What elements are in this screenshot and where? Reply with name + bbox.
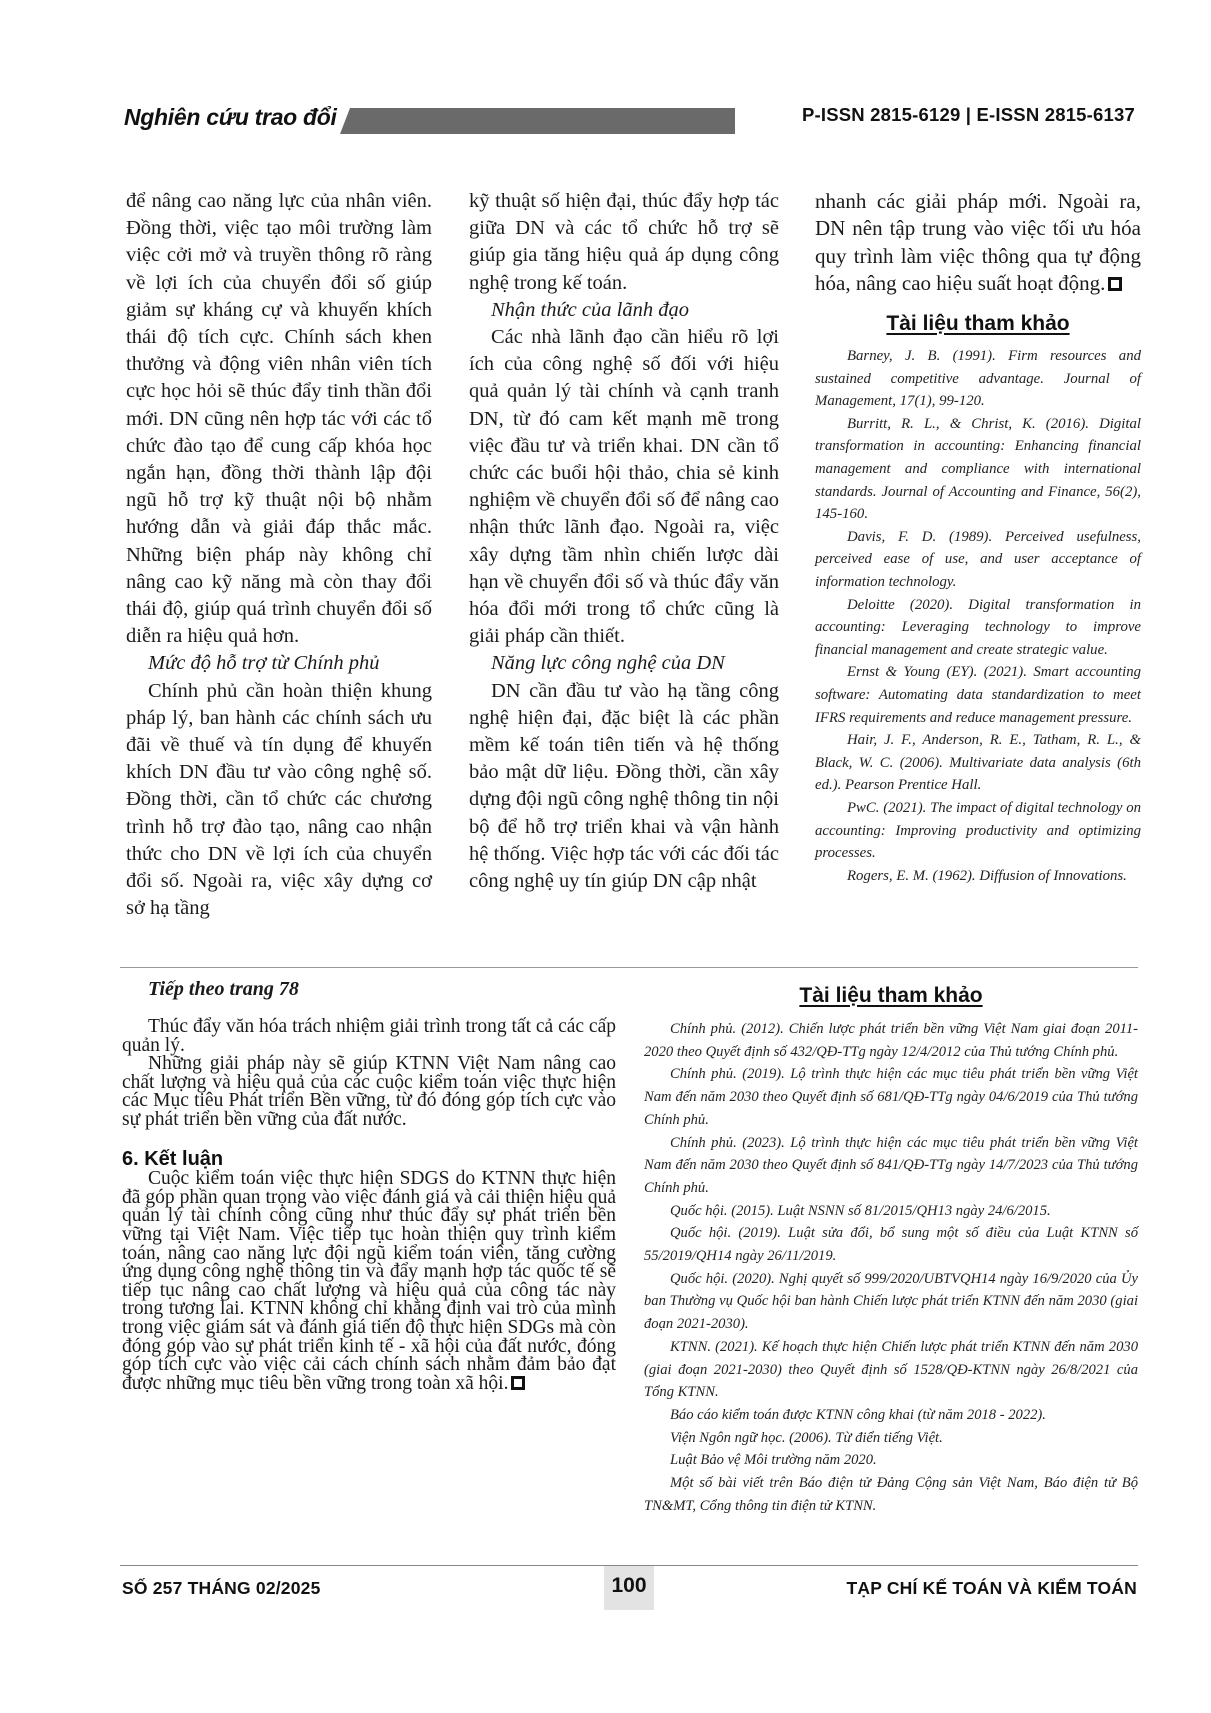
page-number: 100 [611, 1574, 647, 1597]
reference-item: Davis, F. D. (1989). Perceived usefulness, perceived ease of use, and user acceptance of information technology. [815, 528, 1141, 590]
end-of-article-icon [1108, 277, 1122, 291]
reference-item: Báo cáo kiểm toán được KTNN công khai (từ năm 2018 - 2022). [670, 1406, 1046, 1423]
section-title: Nghiên cứu trao đổi [124, 104, 337, 130]
paragraph: Thúc đẩy văn hóa trách nhiệm giải trình trong tất cả các cấp quản lý. [122, 1016, 616, 1056]
column-3 [815, 188, 1141, 887]
continued-references [644, 984, 1138, 1517]
reference-item: PwC. (2021). The impact of digital technology on accounting: Improving productivity and optimizing processes. [815, 799, 1141, 862]
paragraph: kỹ thuật số hiện đại, thúc đẩy hợp tác giữa DN và các tổ chức hỗ trợ sẽ giúp gia tăng hiệu quả áp dụng công nghệ trong kế toán. [469, 190, 779, 294]
paragraph-text: nhanh các giải pháp mới. Ngoài ra, DN nên tập trung vào việc tối ưu hóa quy trình làm việc thông qua tự động hóa, nâng cao hiệu suất hoạt động. [815, 189, 1141, 296]
subheading: Năng lực công nghệ của DN [491, 652, 725, 675]
reference-item: Deloitte (2020). Digital transformation in accounting: Leveraging technology to improve financial management and create strategic value. [815, 596, 1141, 658]
end-of-article-icon [511, 1376, 525, 1390]
paragraph-text: Cuộc kiểm toán việc thực hiện SDGS do KTNN thực hiện đã góp phần quan trọng vào việc đánh giá và cải thiện hiệu quả quản lý tài chính công cũng như thúc đẩy sự phát triển bền vững tại Việt Nam. Việc tiếp tục hoàn thiện quy trình kiểm toán, nâng cao năng lực đội ngũ kiểm toán viên, tăng cường ứng dụng công nghệ thông tin và đẩy mạnh hợp tác quốc tế sẽ tiếp tục nâng cao chất lượng và hiệu quả của công tác này trong tương lai. KTNN không chỉ khẳng định vai trò của mình trong việc giám sát và đánh giá tiến độ thực hiện SDGs mà còn đóng góp vào sự phát triển kinh tế - xã hội của đất nước, đóng góp tích cực vào việc cải cách chính sách nhằm đảm bảo đạt được những mục tiêu bền vững trong toàn xã hội. [122, 1168, 616, 1394]
continued-from-label: Tiếp theo trang 78 [148, 978, 299, 1000]
reference-item: Hair, J. F., Anderson, R. E., Tatham, R. L., & Black, W. C. (2006). Multivariate data analysis (6th ed.). Pearson Prentice Hall. [815, 732, 1141, 794]
reference-item: Rogers, E. M. (1962). Diffusion of Innovations. [847, 867, 1127, 884]
section-heading: 6. Kết luận [122, 1147, 224, 1170]
references-list [815, 345, 1141, 887]
header-decor-bar [340, 108, 735, 134]
continued-text [122, 1018, 616, 1393]
references-list [644, 1018, 1138, 1517]
reference-item: Chính phủ. (2019). Lộ trình thực hiện các mục tiêu phát triển bền vững Việt Nam đến năm 2030 theo Quyết định số 681/QĐ-TTg ngày 04/6/2019 của Thủ tướng Chính phủ. [644, 1066, 1138, 1128]
reference-item: KTNN. (2021). Kế hoạch thực hiện Chiến lược phát triển KTNN đến năm 2030 (giai đoạn 2021-2030) theo Quyết định số 1528/QĐ-KTNN ngày 26/8/2021 của Tổng KTNN. [644, 1338, 1138, 1401]
issue-label: SỐ 257 THÁNG 02/2025 [122, 1578, 321, 1598]
reference-item: Quốc hội. (2019). Luật sửa đổi, bổ sung một số điều của Luật KTNN số 55/2019/QH14 ngày 26/11/2019. [644, 1225, 1138, 1265]
reference-item: Ernst & Young (EY). (2021). Smart accounting software: Automating data standardization to meet IFRS requirements and reduce management pressure. [815, 664, 1141, 726]
issn-label: P-ISSN 2815-6129 | E-ISSN 2815-6137 [801, 104, 1135, 125]
paragraph: Những giải pháp này sẽ giúp KTNN Việt Nam nâng cao chất lượng và hiệu quả của các cuộc kiểm toán việc thực hiện các Mục tiêu Phát triển Bền vững, từ đó đóng góp tích cực vào sự phát triển bền vững của đất nước. [122, 1053, 616, 1130]
column-1 [126, 188, 432, 922]
paragraph: Các nhà lãnh đạo cần hiểu rõ lợi ích của công nghệ số đối với hiệu quả quản lý tài chính và cạnh tranh DN, từ đó cam kết mạnh mẽ trong việc đầu tư và triển khai. DN cần tổ chức các buổi hội thảo, chia sẻ kinh nghiệm về chuyển đổi số để nâng cao nhận thức lãnh đạo. Ngoài ra, việc xây dựng tầm nhìn chiến lược dài hạn về chuyển đổi số và thúc đẩy văn hóa đổi mới trong tổ chức cũng là giải pháp cần thiết. [469, 326, 779, 648]
paragraph [122, 1170, 616, 1393]
paragraph: để nâng cao năng lực của nhân viên. Đồng thời, việc tạo môi trường làm việc cởi mở và truyền thông rõ ràng về lợi ích của chuyển đổi số giúp giảm sự kháng cự và khuyến khích thái độ tích cực. Chính sách khen thưởng và động viên nhân viên tích cực học hỏi sẽ thúc đẩy tinh thần đổi mới. DN cũng nên hợp tác với các tổ chức đào tạo để cung cấp khóa học ngắn hạn, đồng thời thành lập đội ngũ hỗ trợ kỹ thuật nội bộ nhằm hướng dẫn và giải đáp thắc mắc. Những biện pháp này không chỉ nâng cao kỹ năng mà còn thay đổi thái độ, giúp quá trình chuyển đổi số diễn ra hiệu quả hơn. [126, 190, 432, 648]
reference-item: Quốc hội. (2020). Nghị quyết số 999/2020/UBTVQH14 ngày 16/9/2020 của Ủy ban Thường vụ Quốc hội ban hành Chiến lược phát triển KTNN đến năm 2030 (giai đoạn 2021-2030). [644, 1270, 1138, 1333]
paragraph: DN cần đầu tư vào hạ tầng công nghệ hiện đại, đặc biệt là các phần mềm kế toán tiên tiến và hệ thống bảo mật dữ liệu. Đồng thời, cần xây dựng đội ngũ công nghệ thông tin nội bộ để hỗ trợ triển khai và vận hành hệ thống. Việc hợp tác với các đối tác công nghệ uy tín giúp DN cập nhật [469, 679, 779, 893]
section-divider [120, 967, 1138, 968]
column-2 [469, 188, 779, 895]
journal-name: TẠP CHÍ KẾ TOÁN VÀ KIỂM TOÁN [846, 1578, 1137, 1598]
reference-item: Quốc hội. (2015). Luật NSNN số 81/2015/QH13 ngày 24/6/2015. [670, 1202, 1051, 1219]
references-heading: Tài liệu tham khảo [886, 311, 1070, 335]
reference-item: Barney, J. B. (1991). Firm resources and sustained competitive advantage. Journal of Management, 17(1), 99-120. [815, 348, 1141, 410]
subheading: Nhận thức của lãnh đạo [491, 298, 689, 321]
reference-item: Burritt, R. L., & Christ, K. (2016). Digital transformation in accounting: Enhancing financial management and compliance with international standards. Journal of Accounting and Finance, 56(2), 145-160. [815, 415, 1141, 523]
continued-article [122, 978, 616, 1393]
references-heading: Tài liệu tham khảo [799, 984, 983, 1007]
reference-item: Luật Bảo vệ Môi trường năm 2020. [670, 1452, 877, 1469]
reference-item: Một số bài viết trên Báo điện tử Đảng Cộng sản Việt Nam, Báo điện tử Bộ TN&MT, Cổng thông tin điện tử KTNN. [644, 1475, 1138, 1514]
reference-item: Chính phủ. (2012). Chiến lược phát triển bền vững Việt Nam giai đoạn 2011-2020 theo Quyết định số 432/QĐ-TTg ngày 12/4/2012 của Thủ tướng Chính phủ. [644, 1021, 1138, 1060]
reference-item: Viện Ngôn ngữ học. (2006). Từ điển tiếng Việt. [670, 1429, 943, 1446]
paragraph: Chính phủ cần hoàn thiện khung pháp lý, ban hành các chính sách ưu đãi về thuế và tín dụng để khuyến khích DN đầu tư vào công nghệ số. Đồng thời, cần tổ chức các chương trình hỗ trợ đào tạo, nâng cao nhận thức cho DN về lợi ích của chuyển đổi số. Ngoài ra, việc xây dựng cơ sở hạ tầng [126, 679, 432, 920]
subheading: Mức độ hỗ trợ từ Chính phủ [148, 652, 380, 675]
paragraph [815, 188, 1141, 298]
reference-item: Chính phủ. (2023). Lộ trình thực hiện các mục tiêu phát triển bền vững Việt Nam đến năm 2030 theo Quyết định số 841/QĐ-TTg ngày 14/7/2023 của Thủ tướng Chính phủ. [644, 1134, 1138, 1196]
